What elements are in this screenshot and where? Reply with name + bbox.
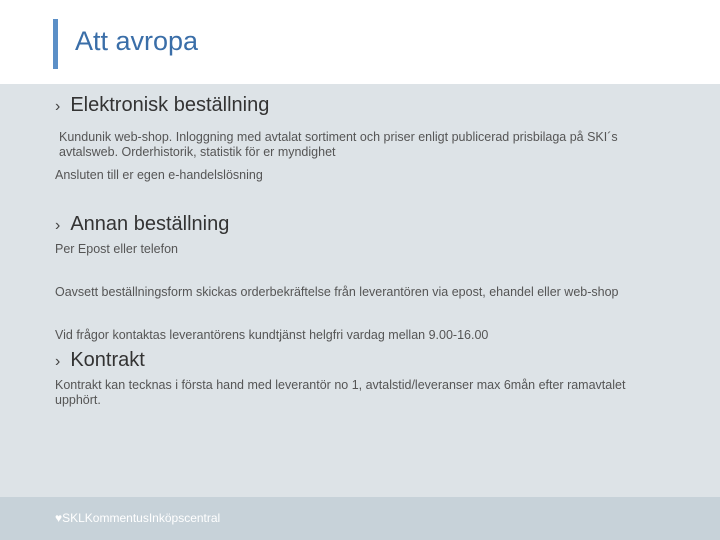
- paragraph: Kundunik web-shop. Inloggning med avtalat sortiment och priser enligt publicerad prisbilaga på SKI´s avtalsweb. Orderhistorik, statistik för er myndighet: [59, 130, 618, 159]
- heading-text: Annan beställning: [70, 213, 230, 235]
- chevron-icon: ›: [55, 217, 61, 234]
- header: [0, 0, 720, 84]
- paragraph: Vid frågor kontaktas leverantörens kundtjänst helgfri vardag mellan 9.00-16.00: [55, 328, 489, 342]
- paragraph: Ansluten till er egen e-handelslösning: [55, 168, 263, 182]
- chevron-icon: ›: [55, 98, 61, 115]
- footer: [0, 497, 720, 540]
- paragraph: Per Epost eller telefon: [55, 242, 178, 256]
- page-title: Att avropa: [75, 26, 199, 56]
- chevron-icon: ›: [55, 353, 61, 370]
- heading-kontrakt: [55, 349, 665, 372]
- heading-annan: [55, 213, 665, 236]
- accent-bar: [53, 19, 58, 69]
- heading-text: Elektronisk beställning: [70, 94, 270, 116]
- paragraph: Kontrakt kan tecknas i första hand med leverantör no 1, avtalstid/leveranser max 6mån efter ramavtalet upphört.: [55, 378, 626, 407]
- paragraph: Oavsett beställningsform skickas orderbekräftelse från leverantören via epost, ehandel eller web-shop: [55, 285, 619, 299]
- logo-text: SKLKommentusInköpscentral: [62, 511, 221, 525]
- skl-logo: ♥SKLKommentusInköpscentral: [55, 511, 221, 525]
- heading-text: Kontrakt: [70, 349, 145, 371]
- content: [55, 84, 665, 408]
- heading-elektronisk: [55, 94, 665, 117]
